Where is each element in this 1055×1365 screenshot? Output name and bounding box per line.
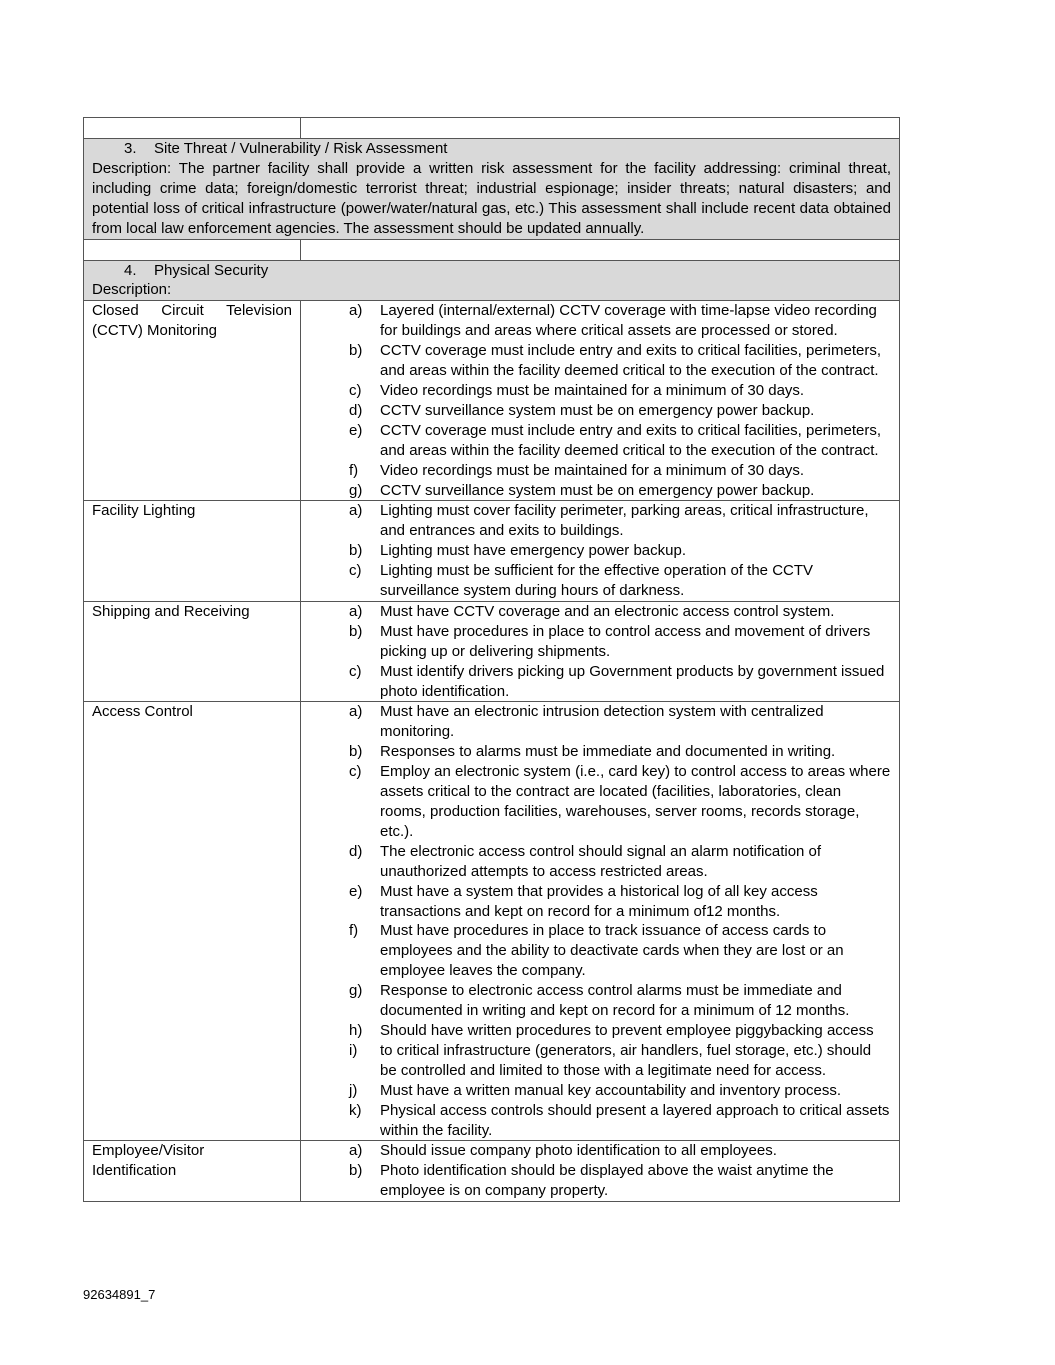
requirement-item [349,981,891,1021]
requirement-item-text: Lighting must cover facility perimeter, parking areas, critical infrastructure, and entrances and exits to buildings. [380,502,869,540]
requirement-item [349,882,891,922]
requirement-item-text: CCTV coverage must include entry and exits to critical facilities, perimeters, and areas within the facility deemed critical to the execution of the contract. [380,421,882,459]
spacer-cell [84,118,301,139]
requirement-item-marker: e) [349,882,363,900]
requirement-item-marker: g) [349,982,363,1000]
requirement-list [309,501,891,601]
requirement-item-marker: a) [349,703,363,721]
requirement-item-text: Employ an electronic system (i.e., card key) to control access to areas where assets critical to the contract are located (facilities, laboratories, clean rooms, production facilities, warehouses, server rooms, records storage, etc.). [380,763,891,840]
requirement-item [349,702,891,742]
section-4-description: Description: [92,281,172,299]
requirement-item-text: CCTV surveillance system must be on emergency power backup. [380,481,815,499]
requirement-item-text: Video recordings must be maintained for a minimum of 30 days. [380,461,805,479]
requirement-item-marker: c) [349,381,362,399]
requirement-item-marker: b) [349,1162,363,1180]
spacer-cell [84,239,301,260]
requirement-items-cell [301,501,900,602]
requirement-item-text: Should issue company photo identification to all employees. [380,1142,777,1160]
requirement-item-marker: b) [349,622,363,640]
requirement-item [349,921,891,981]
requirement-item-marker: a) [349,1142,363,1160]
requirement-item [349,1021,891,1041]
requirement-items-cell [301,601,900,702]
spacer-cell [301,118,900,139]
requirement-item-marker: a) [349,502,363,520]
requirement-item-text: Must have a system that provides a historical log of all key access transactions and kept on record for a minimum of12 months. [380,882,818,920]
requirement-item-text: Should have written procedures to prevent employee piggybacking access [380,1021,874,1039]
requirement-item-text: Layered (internal/external) CCTV coverage with time-lapse video recording for buildings and areas where critical assets are processed or stored. [380,302,877,340]
requirement-item [349,1141,891,1161]
requirement-item [349,401,891,421]
requirement-item-marker: b) [349,542,363,560]
requirement-item-text: The electronic access control should signal an alarm notification of unauthorized attempts to access restricted areas. [380,842,822,880]
requirement-item [349,602,891,622]
section-3-header-row [84,139,900,240]
requirement-row [84,1141,900,1202]
requirement-item-text: Must have procedures in place to control access and movement of drivers picking up or delivering shipments. [380,622,871,660]
section-4-header-row [84,260,900,301]
requirement-item [349,541,891,561]
requirement-item-marker: f) [349,922,359,940]
spacer-row [84,118,900,139]
requirement-item [349,301,891,341]
requirement-list [309,602,891,702]
requirement-row [84,601,900,702]
requirement-item [349,742,891,762]
requirement-item-marker: j) [349,1081,358,1099]
requirement-item [349,381,891,401]
requirement-item-text: Must have CCTV coverage and an electronic access control system. [380,602,835,620]
security-requirements-table [83,117,900,1202]
requirement-item-marker: c) [349,562,362,580]
requirement-list [309,702,891,1140]
requirement-items-cell [301,702,900,1141]
requirement-item-marker: b) [349,342,363,360]
requirement-item [349,481,891,501]
requirement-item-text: Lighting must have emergency power backup. [380,542,687,560]
document-id-footer: 92634891_7 [83,1287,156,1302]
requirement-items-cell [301,301,900,501]
requirement-item-marker: f) [349,461,359,479]
requirement-item [349,1101,891,1141]
requirement-item-text: Video recordings must be maintained for a minimum of 30 days. [380,381,805,399]
spacer-row [84,239,900,260]
requirement-list [309,301,891,500]
requirement-row [84,702,900,1141]
requirement-item-text: Lighting must be sufficient for the effective operation of the CCTV surveillance system during hours of darkness. [380,562,814,600]
requirement-item [349,501,891,541]
requirement-item-marker: k) [349,1101,362,1119]
requirement-list [309,1141,891,1201]
section-3-cell [84,139,900,240]
requirement-item [349,341,891,381]
section-4-title-text: Physical Security [154,261,269,279]
requirement-item-text: Responses to alarms must be immediate and documented in writing. [380,743,836,761]
requirement-item-text: CCTV coverage must include entry and exits to critical facilities, perimeters, and areas within the facility deemed critical to the execution of the contract. [380,342,882,380]
section-4-cell [84,260,900,301]
section-3-number: 3. [124,140,137,157]
requirement-item-text: Must have a written manual key accountability and inventory process. [380,1081,842,1099]
requirement-item-marker: c) [349,662,362,680]
requirement-item [349,762,891,842]
requirement-item-text: to critical infrastructure (generators, air handlers, fuel storage, etc.) should be controlled and limited to those with a legitimate need for access. [380,1041,872,1079]
requirement-category-label: Shipping and Receiving [84,601,301,702]
requirement-item [349,842,891,882]
requirement-item [349,461,891,481]
requirement-row [84,501,900,602]
requirement-item-text: Physical access controls should present a layered approach to critical assets within the facility. [380,1101,890,1139]
requirement-item-text: Must have procedures in place to track issuance of access cards to employees and the ability to deactivate cards when they are lost or an employee leaves the company. [380,922,844,980]
requirement-item-text: Response to electronic access control alarms must be immediate and documented in writing and kept on record for a minimum of 12 months. [380,982,850,1020]
requirement-item [349,561,891,601]
requirement-item-marker: c) [349,763,362,781]
requirement-item-marker: d) [349,842,363,860]
requirement-item [349,1161,891,1201]
requirement-item-marker: d) [349,401,363,419]
requirement-item-text: CCTV surveillance system must be on emergency power backup. [380,401,815,419]
section-4-title [92,261,891,281]
requirement-item-text: Photo identification should be displayed above the waist anytime the employee is on company property. [380,1162,834,1200]
requirement-items-cell [301,1141,900,1202]
requirement-item [349,1081,891,1101]
requirement-item-marker: g) [349,481,363,499]
requirement-category-label: Access Control [84,702,301,1141]
requirement-item [349,1041,891,1081]
requirement-item-text: Must have an electronic intrusion detection system with centralized monitoring. [380,703,824,741]
requirement-item-marker: h) [349,1021,363,1039]
requirement-category-label: Closed Circuit Television (CCTV) Monitoring [84,301,301,501]
requirement-category-label: Facility Lighting [84,501,301,602]
section-3-description: Description: The partner facility shall provide a written risk assessment for the facility addressing: criminal threat, including crime data; foreign/domestic terrorist threat; industrial espionage; insider threats; natural disasters; and potential loss of critical infrastructure (power/water/natural gas, etc.) This assessment shall include recent data obtained from local law enforcement agencies. The assessment should be updated annually. [92,159,891,237]
requirement-category-label: Employee/Visitor Identification [84,1141,301,1202]
requirement-item-marker: a) [349,302,363,320]
requirement-item [349,662,891,702]
requirement-item-marker: a) [349,602,363,620]
requirement-item-marker: i) [349,1041,358,1059]
requirement-item-text: Must identify drivers picking up Government products by government issued photo identification. [380,662,885,700]
requirement-item [349,421,891,461]
requirement-item-marker: e) [349,421,363,439]
requirement-item-marker: b) [349,743,363,761]
requirement-item [349,622,891,662]
section-4-number: 4. [124,261,137,279]
spacer-cell [301,239,900,260]
section-3-title [92,139,891,159]
section-3-title-text: Site Threat / Vulnerability / Risk Assessment [154,140,448,157]
requirement-row [84,301,900,501]
